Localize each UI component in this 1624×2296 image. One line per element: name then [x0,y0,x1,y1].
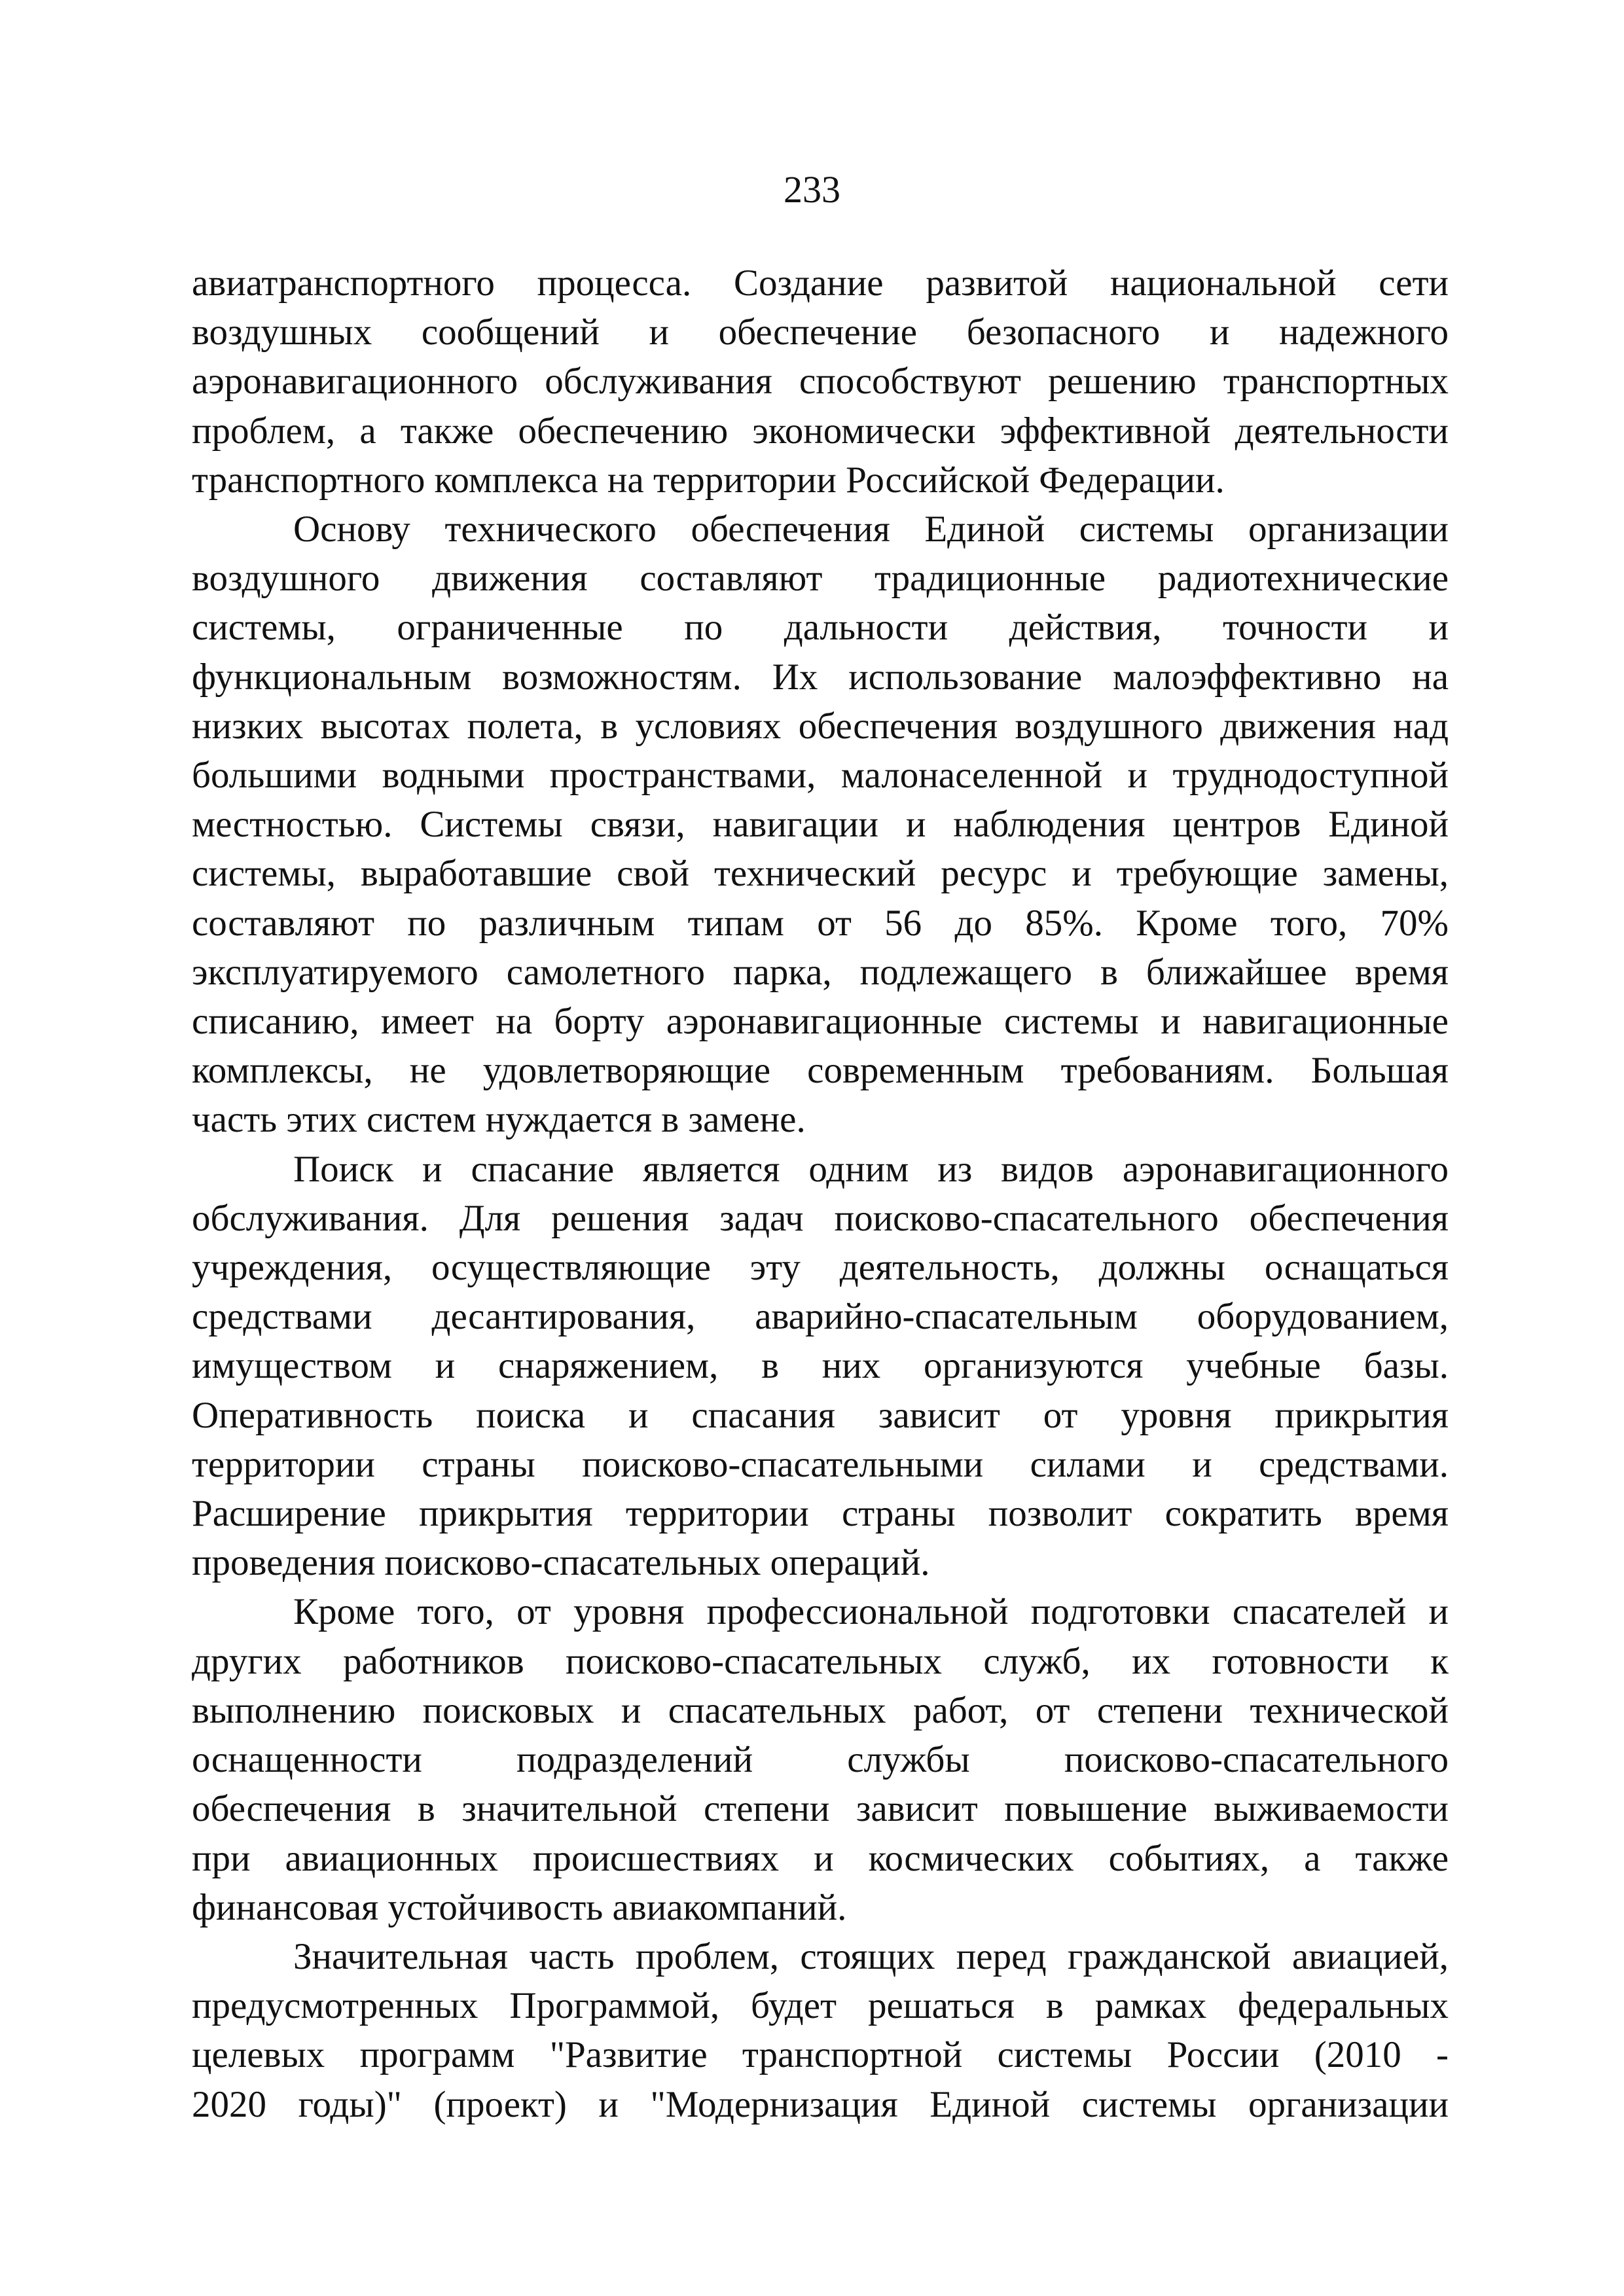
text-line: эксплуатируемого самолетного парка, подлежащего в ближайшее время [192,951,1449,993]
body-text [192,259,1449,2129]
text-line: комплексы, не удовлетворяющие современным требованиям. Большая [192,1050,1449,1092]
text-line: списанию, имеет на борту аэронавигационные системы и навигационные [192,1001,1449,1043]
text-line: Оперативность поиска и спасания зависит от уровня прикрытия [192,1394,1449,1436]
text-line: проведения поисково-спасательных операций. [192,1542,930,1584]
text-line: имуществом и снаряжением, в них организуются учебные базы. [192,1345,1449,1387]
text-line: средствами десантирования, аварийно-спасательным оборудованием, [192,1296,1449,1338]
paragraph-2 [192,505,1449,1145]
text-line: при авиационных происшествиях и космических событиях, а также [192,1837,1449,1879]
text-line: аэронавигационного обслуживания способствуют решению транспортных [192,361,1449,403]
paragraph-3 [192,1145,1449,1588]
page-number: 233 [784,168,840,211]
text-line: воздушных сообщений и обеспечение безопасного и надежного [192,312,1449,353]
text-line: других работников поисково-спасательных служб, их готовности к [192,1640,1449,1682]
text-line: авиатранспортного процесса. Создание развитой национальной сети [192,262,1449,304]
text-line: Кроме того, от уровня профессиональной подготовки спасателей и [293,1591,1449,1633]
text-line: транспортного комплекса на территории Российской Федерации. [192,459,1225,501]
text-line: Поиск и спасание является одним из видов аэронавигационного [293,1148,1449,1190]
text-line: финансовая устойчивость авиакомпаний. [192,1886,847,1928]
text-line: учреждения, осуществляющие эту деятельность, должны оснащаться [192,1247,1449,1289]
text-line: функциональным возможностям. Их использование малоэффективно на [192,656,1449,698]
paragraph-1 [192,259,1449,505]
text-line: целевых программ "Развитие транспортной системы России (2010 - [192,2034,1449,2076]
text-line: воздушного движения составляют традиционные радиотехнические [192,558,1449,600]
paragraph-4 [192,1587,1449,1931]
text-line: 2020 годы)" (проект) и "Модернизация Единой системы организации [192,2083,1449,2125]
text-line: обеспечения в значительной степени зависит повышение выживаемости [192,1788,1449,1830]
text-line: территории страны поисково-спасательными силами и средствами. [192,1443,1449,1485]
text-line: составляют по различным типам от 56 до 85%. Кроме того, 70% [192,902,1449,944]
text-line: Значительная часть проблем, стоящих перед гражданской авиацией, [293,1935,1449,1977]
text-line: часть этих систем нуждается в замене. [192,1099,806,1141]
text-line: выполнению поисковых и спасательных работ, от степени технической [192,1689,1449,1731]
text-line: предусмотренных Программой, будет решаться в рамках федеральных [192,1985,1449,2027]
text-line: большими водными пространствами, малонаселенной и труднодоступной [192,755,1449,797]
text-line: обслуживания. Для решения задач поисково-спасательного обеспечения [192,1197,1449,1239]
text-line: Основу технического обеспечения Единой системы организации [293,509,1449,550]
text-line: системы, ограниченные по дальности действия, точности и [192,607,1449,649]
text-line: системы, выработавшие свой технический ресурс и требующие замены, [192,853,1449,895]
paragraph-5 [192,1932,1449,2129]
text-line: местностью. Системы связи, навигации и наблюдения центров Единой [192,804,1449,846]
text-line: низких высотах полета, в условиях обеспечения воздушного движения над [192,705,1449,747]
text-line: проблем, а также обеспечению экономически эффективной деятельности [192,410,1449,452]
text-line: оснащенности подразделений службы поисково-спасательного [192,1739,1449,1781]
text-line: Расширение прикрытия территории страны позволит сократить время [192,1493,1449,1535]
